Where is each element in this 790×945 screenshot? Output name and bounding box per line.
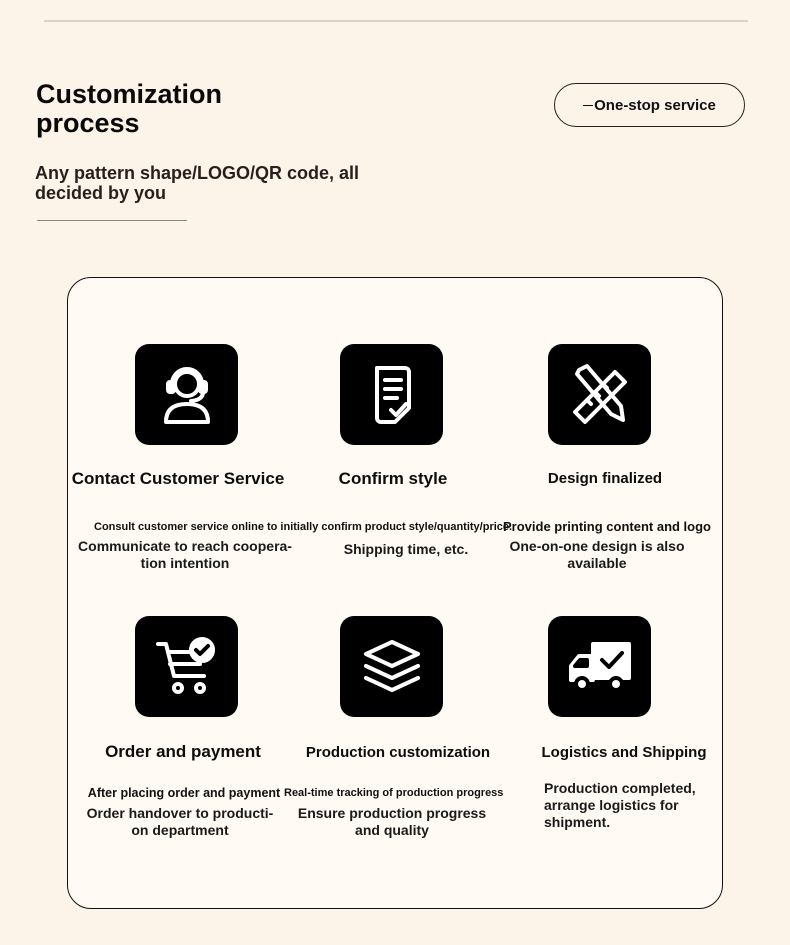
step-title: Production customization (305, 744, 491, 761)
step-note: After placing order and payment (87, 786, 281, 800)
subtitle-underline (37, 220, 187, 221)
step-note: Consult customer service online to initially confirm product style/quantity/price. (94, 521, 513, 533)
cart-check-icon (135, 616, 238, 717)
step-title: Order and payment (105, 742, 261, 761)
dash-icon (583, 105, 593, 106)
page-title: Customization process (36, 79, 222, 138)
step-description: One-on-one design is also available (509, 538, 685, 571)
step-title: Design finalized (547, 470, 663, 487)
step-description: Production completed, arrange logistics for shipment. (544, 780, 696, 830)
page-subtitle: Any pattern shape/LOGO/QR code, all decided by you (35, 163, 360, 203)
step-note: Provide printing content and logo (503, 519, 711, 534)
step-title: Confirm style (338, 469, 448, 488)
top-divider (44, 20, 748, 22)
step-description: Communicate to reach coopera-tion intention (78, 538, 292, 571)
step-title: Contact Customer Service (71, 469, 285, 488)
step-description: Shipping time, etc. (343, 541, 469, 557)
customer-service-icon (135, 344, 238, 445)
pencil-ruler-icon (548, 344, 651, 445)
layers-icon (340, 616, 443, 717)
step-note: Real-time tracking of production progress (284, 787, 504, 799)
step-description: Ensure production progress and quality (297, 805, 487, 838)
process-card (67, 277, 723, 909)
pill-label: One-stop service (594, 96, 716, 114)
document-check-icon (340, 344, 443, 445)
step-title: Logistics and Shipping (541, 744, 707, 761)
delivery-truck-icon (548, 616, 651, 717)
step-description: Order handover to producti-on department (86, 805, 274, 838)
one-stop-service-button[interactable] (554, 83, 745, 127)
